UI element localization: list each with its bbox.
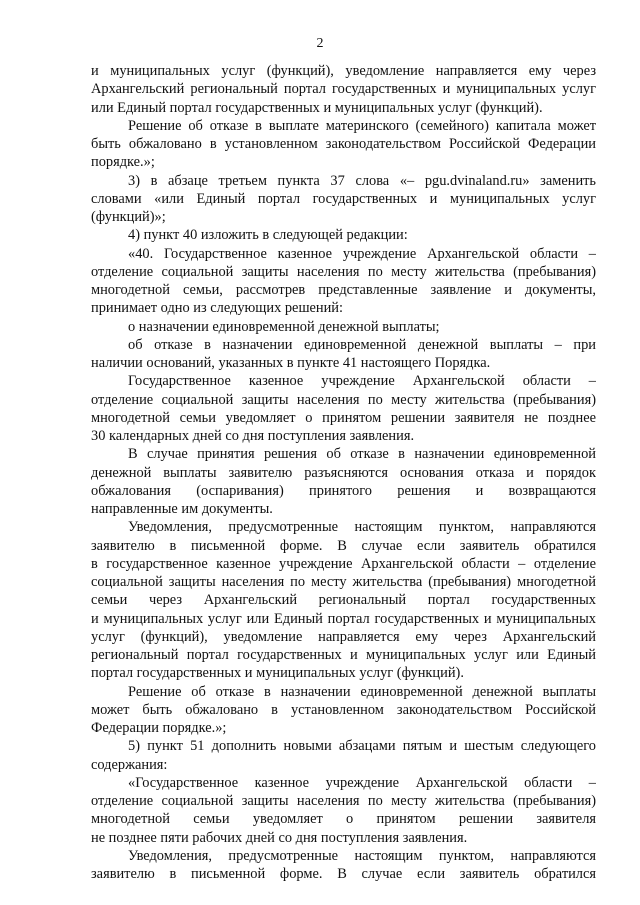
text-line: услуг (функций), уведомление направляется ему через Архангельский [91,628,596,645]
text-line: «Государственное казенное учреждение Архангельской области – [128,774,596,791]
text-line: Решение об отказе в выплате материнского (семейного) капитала может [128,117,596,134]
text-line: направленные им документы. [91,501,273,517]
text-line: принимает одно из следующих решений: [91,300,344,317]
text-line: отделение социальной защиты населения по месту жительства (пребывания) [91,793,596,809]
text-line: отделение социальной защиты населения по месту жительства (пребывания) [91,391,596,408]
text-line: обжалования (оспаривания) принятого решения и возвращаются [91,482,596,499]
text-line: 30 календарных дней со дня поступления заявления. [91,428,415,444]
text-line: заявителю в письменной форме. В случае если заявитель обратился [91,866,596,882]
text-line: 5) пункт 51 дополнить новыми абзацами пятым и шестым следующего [128,738,596,755]
page-number: 2 [316,36,324,51]
text-line: Уведомления, предусмотренные настоящим пунктом, направляются [128,519,596,536]
text-line: отделение социальной защиты населения по месту жительства (пребывания) [91,263,596,280]
text-line: Государственное казенное учреждение Архангельской области – [128,373,596,390]
text-line: порядке.»; [91,154,155,171]
text-line: словами «или Единый портал государственных и муниципальных услуг [91,190,596,207]
text-line: в государственное казенное учреждение Архангельской области – отделение [91,555,596,572]
text-line: многодетной семьи уведомляет о принятом решении заявителя не позднее [91,409,596,426]
text-line: Решение об отказе в назначении единовременной денежной выплаты [128,683,596,700]
text-line: Архангельский региональный портал государственных и муниципальных услуг [91,81,596,98]
text-line: многодетной семьи, рассмотрев представленные заявление и документы, [91,282,596,298]
text-line: портал государственных и муниципальных услуг (функций). [91,665,464,682]
text-line: о назначении единовременной денежной выплаты; [128,318,440,335]
text-line: В случае принятия решения об отказе в назначении единовременной [128,446,596,463]
text-line: 3) в абзаце третьем пункта 37 слова «– pgu.dvinaland.ru» заменить [128,172,596,189]
text-line: региональный портал государственных и муниципальных услуг или Единый [91,647,596,663]
text-line: «40. Государственное казенное учреждение Архангельской области – [128,245,596,262]
text-line: социальной защиты населения по месту жительства (пребывания) многодетной [91,574,596,590]
text-line: Федерации порядке.»; [91,720,227,736]
text-line: об отказе в назначении единовременной денежной выплаты – при [128,336,596,353]
text-line: и муниципальных услуг или Единый портал государственных и муниципальных [91,610,596,627]
text-line: (функций)»; [91,209,166,225]
text-line: заявителю в письменной форме. В случае если заявитель обратился [91,537,596,554]
body-text [91,62,596,883]
text-line: многодетной семьи уведомляет о принятом решении заявителя [91,811,596,828]
text-line: семьи через Архангельский региональный портал государственных [91,592,596,609]
text-line: содержания: [91,756,168,773]
text-line: и муниципальных услуг (функций), уведомление направляется ему через [91,63,596,79]
text-line: 4) пункт 40 изложить в следующей редакции: [128,227,408,244]
text-line: не позднее пяти рабочих дней со дня поступления заявления. [91,829,468,846]
text-line: быть обжаловано в установленном законодательством Российской Федерации [91,136,596,152]
text-line: наличии оснований, указанных в пункте 41 настоящего Порядка. [91,355,491,371]
text-line: Уведомления, предусмотренные настоящим пунктом, направляются [128,847,596,864]
text-line: может быть обжаловано в установленном законодательством Российской [91,701,596,718]
text-line: или Единый портал государственных и муниципальных услуг (функций). [91,99,543,116]
text-line: денежной выплаты заявителю разъясняются основания отказа и порядок [91,464,596,481]
